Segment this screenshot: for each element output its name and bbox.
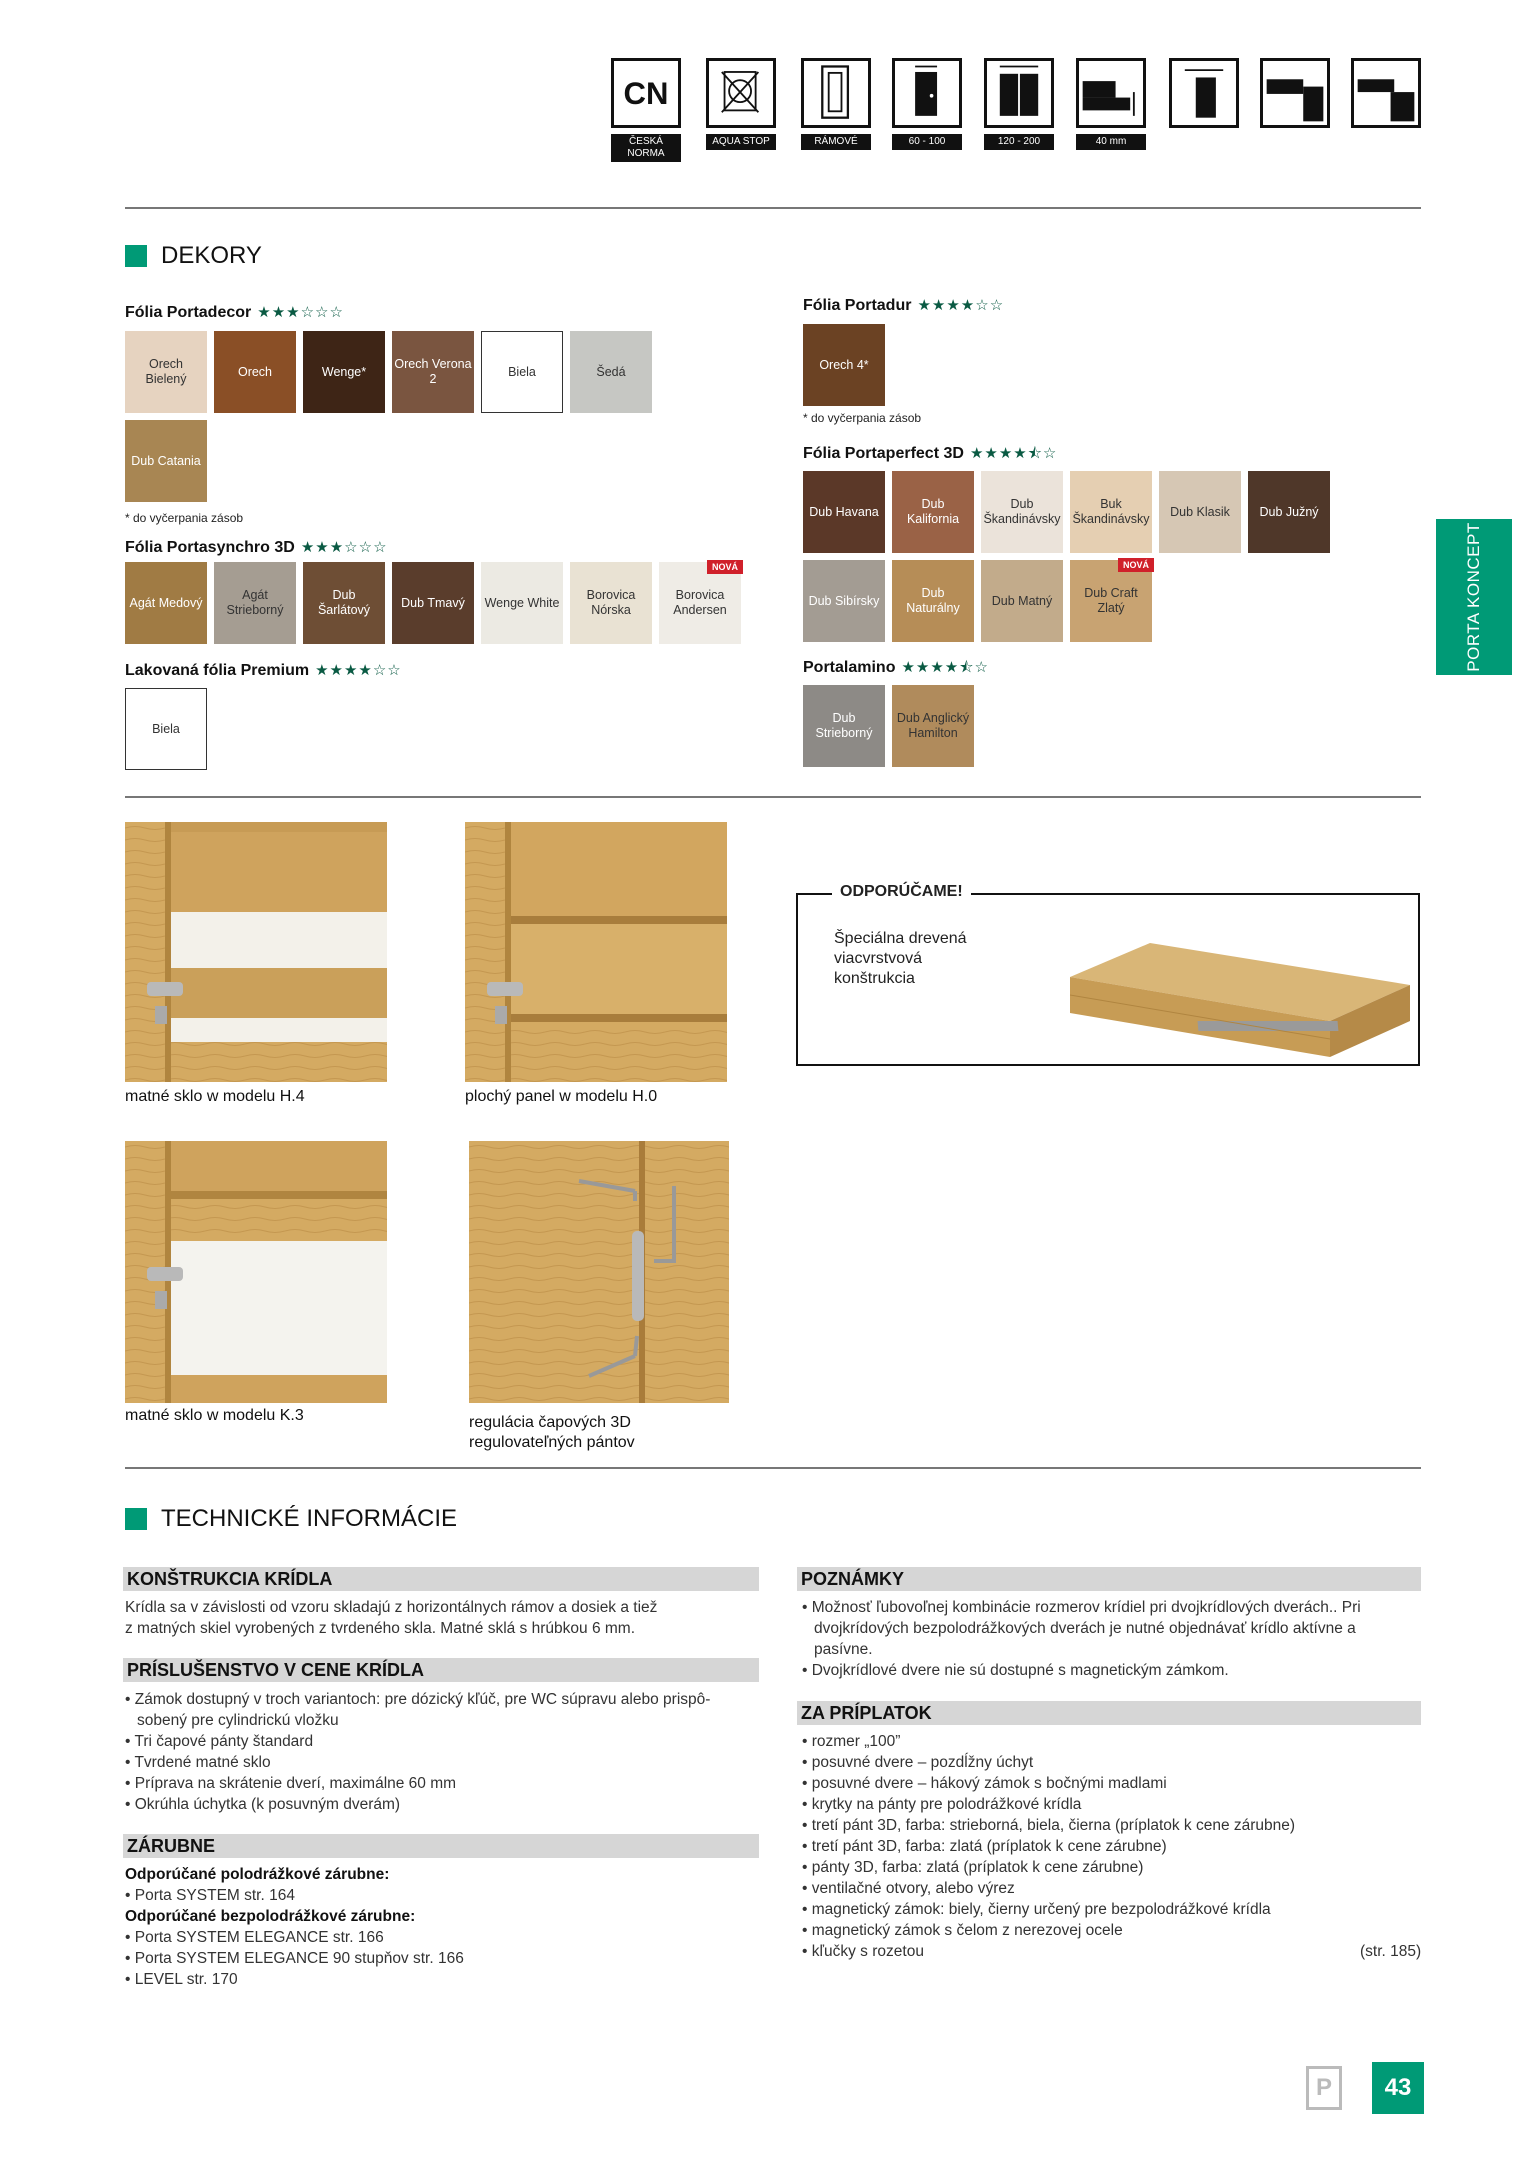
aqua-stop-icon [706, 58, 776, 128]
new-badge: NOVÁ [1118, 558, 1154, 572]
decor-swatch [303, 331, 385, 413]
top-divider [125, 207, 1421, 209]
rating-stars: ★★★★☆☆ [315, 662, 402, 679]
decor-swatch [214, 331, 296, 413]
swatch-label: Borovica Nórska [586, 588, 636, 617]
icon-caption: RÁMOVÉ [801, 134, 871, 150]
decor-swatch [125, 562, 207, 644]
swatch-label: Dub Havana [809, 504, 879, 519]
poznamky-header: POZNÁMKY [797, 1567, 1421, 1591]
double-door-width-icon [984, 58, 1054, 128]
cn-icon [611, 58, 681, 128]
rating-stars: ★★★★⯪☆ [969, 445, 1058, 462]
portadur-note: * do vyčerpania zásob [803, 411, 922, 425]
list-item: • posuvné dvere – hákový zámok s bočnými madlami [802, 1773, 1402, 1794]
list-item: • Dvojkrídlové dvere nie sú dostupné s magnetickým zámkom. [802, 1660, 1392, 1681]
list-item: • magnetický zámok: biely, čierny určený pre bezpolodrážkové krídla [802, 1899, 1402, 1920]
portalamino-swatches [803, 685, 974, 767]
list-item: • ventilačné otvory, alebo výrez [802, 1878, 1402, 1899]
swatch-label: Dub Škandinávsky [983, 497, 1061, 526]
recommend-title: ODPORÚČAME! [832, 883, 971, 901]
swatch-label: Borovica Andersen [673, 588, 727, 617]
portalamino-title: Portalamino ★★★★⯪☆ [803, 659, 989, 676]
rating-stars: ★★★★☆☆ [917, 297, 1005, 314]
konstrukcia-header: KONŠTRUKCIA KRÍDLA [123, 1567, 759, 1591]
list-item: • krytky na pánty pre polodrážkové krídla [802, 1794, 1402, 1815]
decor-swatch [892, 685, 974, 767]
svg-text:CN: CN [623, 75, 669, 111]
recommend-text: Špeciálna drevená viacvrstvová konštrukcia [834, 930, 967, 987]
decor-swatch [803, 471, 885, 553]
decor-swatch [214, 562, 296, 644]
portaperfect-title: Fólia Portaperfect 3D ★★★★⯪☆ [803, 445, 1058, 462]
portadur-title: Fólia Portadur ★★★★☆☆ [803, 297, 1005, 314]
portadecor-swatches [125, 331, 652, 413]
swatch-label: Agát Strieborný [226, 588, 284, 617]
decor-swatch [125, 420, 207, 502]
tech-heading: TECHNICKÉ INFORMÁCIE [125, 1505, 457, 1533]
swatch-label: Dub Klasik [1170, 504, 1230, 519]
swatch-label: Orech 4* [819, 357, 869, 372]
swatch-label: Dub Kalifornia [906, 497, 960, 526]
section-marker [125, 1508, 147, 1530]
portaperfect-swatches [803, 471, 1330, 553]
swatch-label: Dub Šarlátový [317, 588, 371, 617]
list-item: • rozmer „100” [802, 1731, 1402, 1752]
list-item: • Tri čapové pánty štandard [125, 1731, 755, 1752]
swatch-label: Dub Tmavý [401, 595, 465, 610]
list-item: • Tvrdené matné sklo [125, 1752, 755, 1773]
decor-swatch [803, 685, 885, 767]
priplatok-ref: (str. 185) [1360, 1943, 1422, 1960]
door-photo-k3 [125, 1141, 387, 1403]
photo-caption-hinge: regulácia čapových 3D regulovateľných pántov [469, 1414, 635, 1451]
door-photo-h4 [125, 822, 387, 1082]
zarubne-text: Odporúčané polodrážkové zárubne: • Porta SYSTEM str. 164 Odporúčané bezpolodrážkové zárubne: • Porta SYSTEM ELEGANCE str. 166 • Porta SYSTEM ELEGANCE 90 stupňov str. 166 • LEVEL str. 170 [125, 1864, 755, 1990]
list-item: • tretí pánt 3D, farba: zlatá (príplatok k cene zárubne) [802, 1836, 1402, 1857]
door-photo-h0 [465, 822, 727, 1082]
decor-swatch [981, 560, 1063, 642]
portadecor-note: * do vyčerpania zásob [125, 511, 244, 525]
decor-swatch [1070, 560, 1152, 642]
swatch-label: Dub Craft Zlatý [1084, 586, 1138, 615]
swatch-label: Dub Južný [1259, 504, 1319, 519]
photo-caption-h4: matné sklo w modelu H.4 [125, 1088, 305, 1105]
icon-caption: ČESKÁ NORMA [611, 134, 681, 162]
list-item: • Zámok dostupný v troch variantoch: pre dózický kľúč, pre WC súpravu alebo prispôsobený pre cylindrickú vložku [125, 1689, 755, 1731]
portadur-swatches [803, 324, 885, 406]
swatch-label: Orech [237, 364, 273, 379]
swatch-label: Biela [508, 364, 536, 379]
list-item: • Okrúhla úchytka (k posuvným dverám) [125, 1794, 755, 1815]
frame-door-icon [801, 58, 871, 128]
door-leaf-width-icon [1169, 58, 1239, 128]
list-item: • posuvné dvere – pozdĺžny úchyt [802, 1752, 1402, 1773]
swatch-label: Dub Matný [991, 593, 1053, 608]
hinge-photo [469, 1141, 729, 1403]
lakovana-title: Lakovaná fólia Premium ★★★★☆☆ [125, 662, 402, 679]
brand-logo-icon: P [1306, 2066, 1342, 2110]
decor-swatch [570, 331, 652, 413]
portadecor-swatches-2 [125, 420, 207, 502]
decor-swatch [481, 562, 563, 644]
decor-swatch [1070, 471, 1152, 553]
icon-caption: 60 - 100 [892, 134, 962, 150]
wood-layers-image [1070, 935, 1410, 1065]
portasynchro-title: Fólia Portasynchro 3D ★★★☆☆☆ [125, 539, 388, 556]
portadecor-title: Fólia Portadecor ★★★☆☆☆ [125, 304, 344, 321]
list-item: • kľučky s rozetou [802, 1941, 1402, 1962]
decor-swatch [392, 562, 474, 644]
list-item: • pánty 3D, farba: zlatá (príplatok k cene zárubne) [802, 1857, 1402, 1878]
lakovana-swatches [125, 688, 207, 770]
swatch-label: Buk Škandinávsky [1072, 497, 1150, 526]
decor-swatch [1159, 471, 1241, 553]
decor-swatch [303, 562, 385, 644]
konstrukcia-text: Krídla sa v závislosti od vzoru skladajú z horizontálnych rámov a dosiek a tiež z matných skiel vyrobených z tvrdeného skla. Matné sklá s hrúbkou 6 mm. [125, 1599, 658, 1637]
swatch-label: Dub Naturálny [906, 586, 960, 615]
photo-caption-k3: matné sklo w modelu K.3 [125, 1407, 304, 1424]
swatch-label: Šedá [596, 364, 626, 379]
rebated-frame-icon [1260, 58, 1330, 128]
portasynchro-swatches [125, 562, 741, 644]
decor-swatch [125, 688, 207, 770]
divider [125, 1467, 1421, 1469]
decor-swatch [803, 560, 885, 642]
decor-swatch [481, 331, 563, 413]
zarubne-header: ZÁRUBNE [123, 1834, 759, 1858]
list-item: • Príprava na skrátenie dverí, maximálne 60 mm [125, 1773, 755, 1794]
poznamky-list [802, 1597, 1392, 1681]
list-item: • tretí pánt 3D, farba: strieborná, biela, čierna (príplatok k cene zárubne) [802, 1815, 1402, 1836]
decor-swatch [392, 331, 474, 413]
side-tab: PORTA KONCEPT [1436, 519, 1512, 675]
list-item: • Možnosť ľubovoľnej kombinácie rozmerov krídiel pri dvojkrídlových dverách.. Pri dvojkrídových bezpolodrážkových dverách je nutné objednávať krídlo aktívne a pasívne. [802, 1597, 1392, 1660]
swatch-label: Dub Anglický Hamilton [896, 711, 970, 740]
photo-caption-h0: plochý panel w modelu H.0 [465, 1088, 658, 1105]
swatch-label: Orech Bielený [145, 357, 187, 386]
list-item: • magnetický zámok s čelom z nerezovej ocele [802, 1920, 1402, 1941]
swatch-label: Wenge* [321, 364, 367, 379]
decor-swatch [1248, 471, 1330, 553]
dekory-heading: DEKORY [125, 242, 262, 270]
decor-swatch [981, 471, 1063, 553]
section-marker [125, 245, 147, 267]
rating-stars: ★★★☆☆☆ [300, 539, 388, 556]
rating-stars: ★★★★⯪☆ [901, 659, 989, 676]
priplatok-header: ZA PRÍPLATOK [797, 1701, 1421, 1725]
decor-swatch [659, 562, 741, 644]
rating-stars: ★★★☆☆☆ [257, 304, 344, 321]
prislusenstvo-header: PRÍSLUŠENSTVO V CENE KRÍDLA [123, 1658, 759, 1682]
non-rebated-frame-icon [1351, 58, 1421, 128]
swatch-label: Dub Catania [131, 453, 201, 468]
thickness-icon [1076, 58, 1146, 128]
page-number: 43 [1372, 2062, 1424, 2114]
priplatok-list [802, 1731, 1402, 1962]
swatch-label: Orech Verona 2 [394, 357, 472, 386]
swatch-label: Biela [152, 721, 180, 736]
decor-swatch [570, 562, 652, 644]
icon-caption: 120 - 200 [984, 134, 1054, 150]
swatch-label: Agát Medový [129, 595, 203, 610]
single-door-width-icon [892, 58, 962, 128]
decor-swatch [892, 560, 974, 642]
icon-caption: 40 mm [1076, 134, 1146, 150]
decor-swatch [803, 324, 885, 406]
decor-swatch [892, 471, 974, 553]
decor-swatch [125, 331, 207, 413]
new-badge: NOVÁ [707, 560, 743, 574]
swatch-label: Dub Strieborný [815, 711, 873, 740]
icon-caption: AQUA STOP [706, 134, 776, 150]
portaperfect-swatches-2 [803, 560, 1152, 642]
divider [125, 796, 1421, 798]
swatch-label: Dub Sibírsky [808, 593, 880, 608]
swatch-label: Wenge White [484, 595, 560, 610]
prislusenstvo-list [125, 1689, 755, 1815]
